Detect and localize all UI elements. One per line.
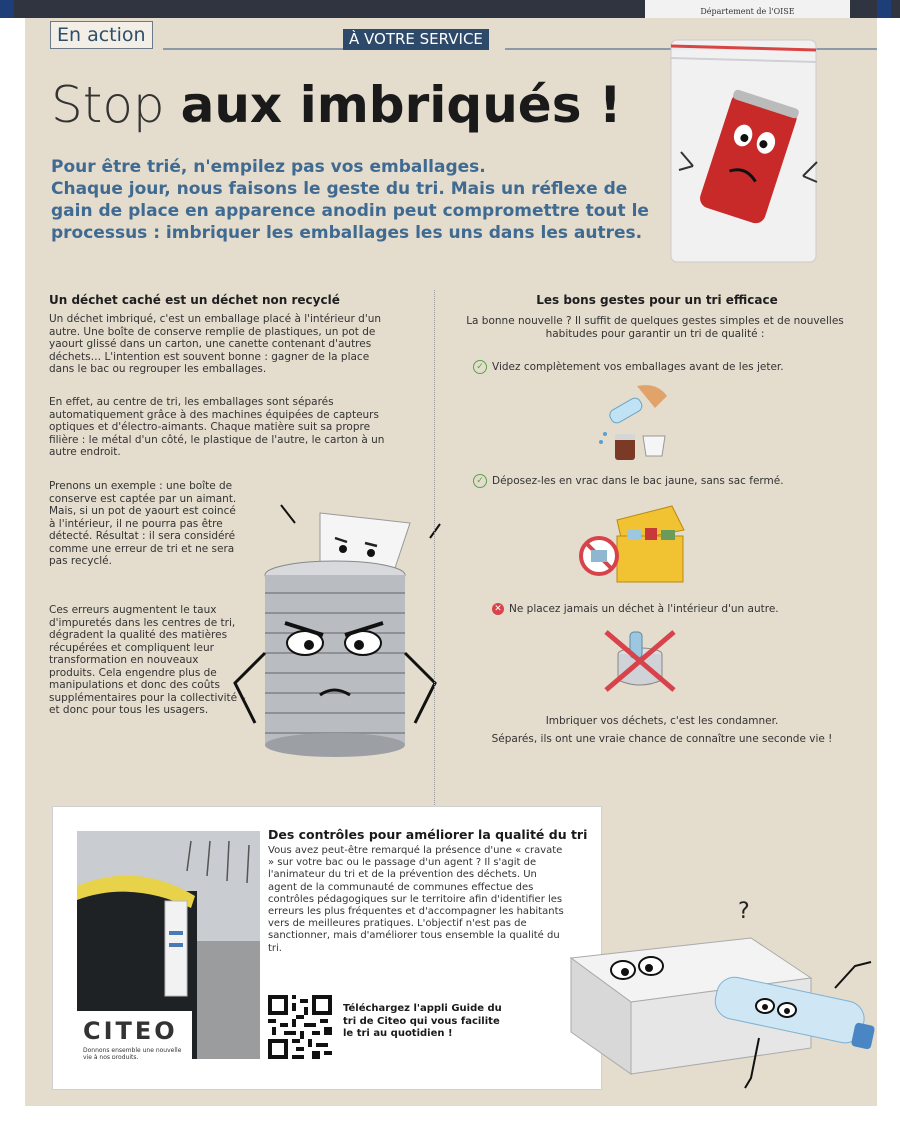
yellow-bin-icon — [577, 498, 692, 588]
question-mark-icon: ? — [738, 899, 750, 924]
lead-line: processus : imbriquer les emballages les uns dans les autres. — [51, 223, 643, 243]
section-label: En action — [50, 21, 153, 49]
title-light: Stop — [51, 76, 165, 134]
lead-line: Chaque jour, nous faisons le geste du tri. Mais un réflexe de — [51, 179, 628, 199]
controls-box — [52, 806, 602, 1090]
left-heading: Un déchet caché est un déchet non recyclé — [49, 293, 340, 307]
check-icon: ✓ — [473, 360, 487, 374]
app-line: Téléchargez l'appli Guide du — [343, 1003, 502, 1014]
tip-1 — [473, 360, 784, 374]
tip-text: Déposez-les en vrac dans le bac jaune, sans sac fermé. — [492, 475, 784, 487]
department-label: Département de l'OISE — [645, 0, 850, 22]
tip-text: Videz complètement vos emballages avant de les jeter. — [492, 361, 784, 373]
box-text: Vous avez peut-être remarqué la présence d'une « cravate » sur votre bac ou le passage d'un agent ? Il s'agit de l'animateur du tri et de la prévention des déchets. Un agent de la communauté de communes effectue des contrôles pédagogiques sur le territoire afin d'identifier les erreurs les plus fréquentes et d'accompagner les habitants vers de meilleures pratiques. L'objectif n'est pas de sanctionner, mais d'améliorer tous ensemble la qualité du tri. — [268, 845, 564, 954]
citeo-logo: CITEO — [83, 1017, 178, 1045]
left-paragraph-2 — [49, 396, 394, 459]
corner-mark — [877, 0, 891, 18]
nested-waste-forbidden-icon — [600, 624, 680, 696]
paragraph: Ces erreurs augmentent le taux d'impuretés dans les centres de tri, dégradent la qualité des matières récupérées et compliquent leur transformation en nouveaux produits. Cela engendre plus de manipulations et donc des coûts supplémentaires pour la collectivité – et donc pour tous les usagers. — [49, 604, 246, 716]
page-title — [51, 76, 622, 134]
outro-2: Séparés, ils ont une vraie chance de connaître une seconde vie ! — [491, 733, 833, 745]
app-download-text — [343, 1003, 502, 1041]
can-in-bag-illustration — [653, 26, 833, 276]
paragraph: Un déchet imbriqué, c'est un emballage placé à l'intérieur d'un autre. Une boîte de conserve remplie de plastiques, un pot de yaourt glissé dans un carton, une canette contenant d'autres déchets… L'intention est souvent bonne : gagner de la place dans le bac ou regrouper les emballages. — [49, 313, 382, 375]
left-paragraph-3 — [49, 480, 239, 568]
box-heading: Des contrôles pour améliorer la qualité du tri — [268, 827, 588, 842]
title-bold: aux imbriqués ! — [180, 76, 622, 134]
lead-line: gain de place en apparence anodin peut compromettre tout le — [51, 201, 649, 221]
check-icon: ✓ — [473, 474, 487, 488]
paragraph: Prenons un exemple : une boîte de conserve est captée par un aimant. Mais, si un pot de yaourt est coincé à l'intérieur, il ne pourra pas être détecté. Résultat : il sera considéré comme une erreur de tri et ne sera pas recyclé. — [49, 480, 237, 567]
tip-2 — [473, 474, 784, 488]
lead-paragraph — [51, 156, 651, 244]
empty-packaging-icon — [595, 378, 675, 468]
column-divider — [434, 290, 435, 805]
outro-1: Imbriquer vos déchets, c'est les condamner. — [545, 715, 779, 727]
top-bar — [0, 0, 900, 18]
right-heading: Les bons gestes pour un tri efficace — [536, 293, 778, 307]
header-rule — [163, 48, 343, 50]
cross-icon: ✕ — [492, 603, 504, 615]
citeo-tagline: Donnons ensemble une nouvelle vie à nos produits. — [83, 1047, 182, 1059]
tin-can-illustration — [225, 483, 445, 768]
corner-mark — [0, 0, 14, 18]
tip-text: Ne placez jamais un déchet à l'intérieur d'un autre. — [509, 603, 779, 615]
left-paragraph-4 — [49, 604, 247, 717]
qr-code[interactable] — [268, 995, 332, 1059]
bottle-in-box-illustration — [565, 888, 877, 1098]
paragraph: En effet, au centre de tri, les emballages sont séparés automatiquement grâce à des machines équipées de capteurs optiques et d'électro-aimants. Chaque matière suit sa propre filière : le métal d'un côté, le plastique de l'autre, le carton à un autre endroit. — [49, 396, 385, 458]
tip-3 — [492, 603, 779, 615]
citeo-logo-panel — [77, 1011, 192, 1059]
bin-photo — [77, 831, 260, 1059]
rubric-label: À VOTRE SERVICE — [343, 29, 489, 50]
magazine-page — [25, 18, 877, 1106]
app-line: le tri au quotidien ! — [343, 1028, 453, 1039]
app-line: tri de Citeo qui vous facilite — [343, 1015, 500, 1027]
left-paragraph-1 — [49, 313, 394, 376]
right-intro: La bonne nouvelle ? Il suffit de quelques gestes simples et de nouvelles habitudes pour garantir un tri de qualité : — [466, 315, 844, 340]
lead-line: Pour être trié, n'empilez pas vos emballages. — [51, 157, 486, 177]
